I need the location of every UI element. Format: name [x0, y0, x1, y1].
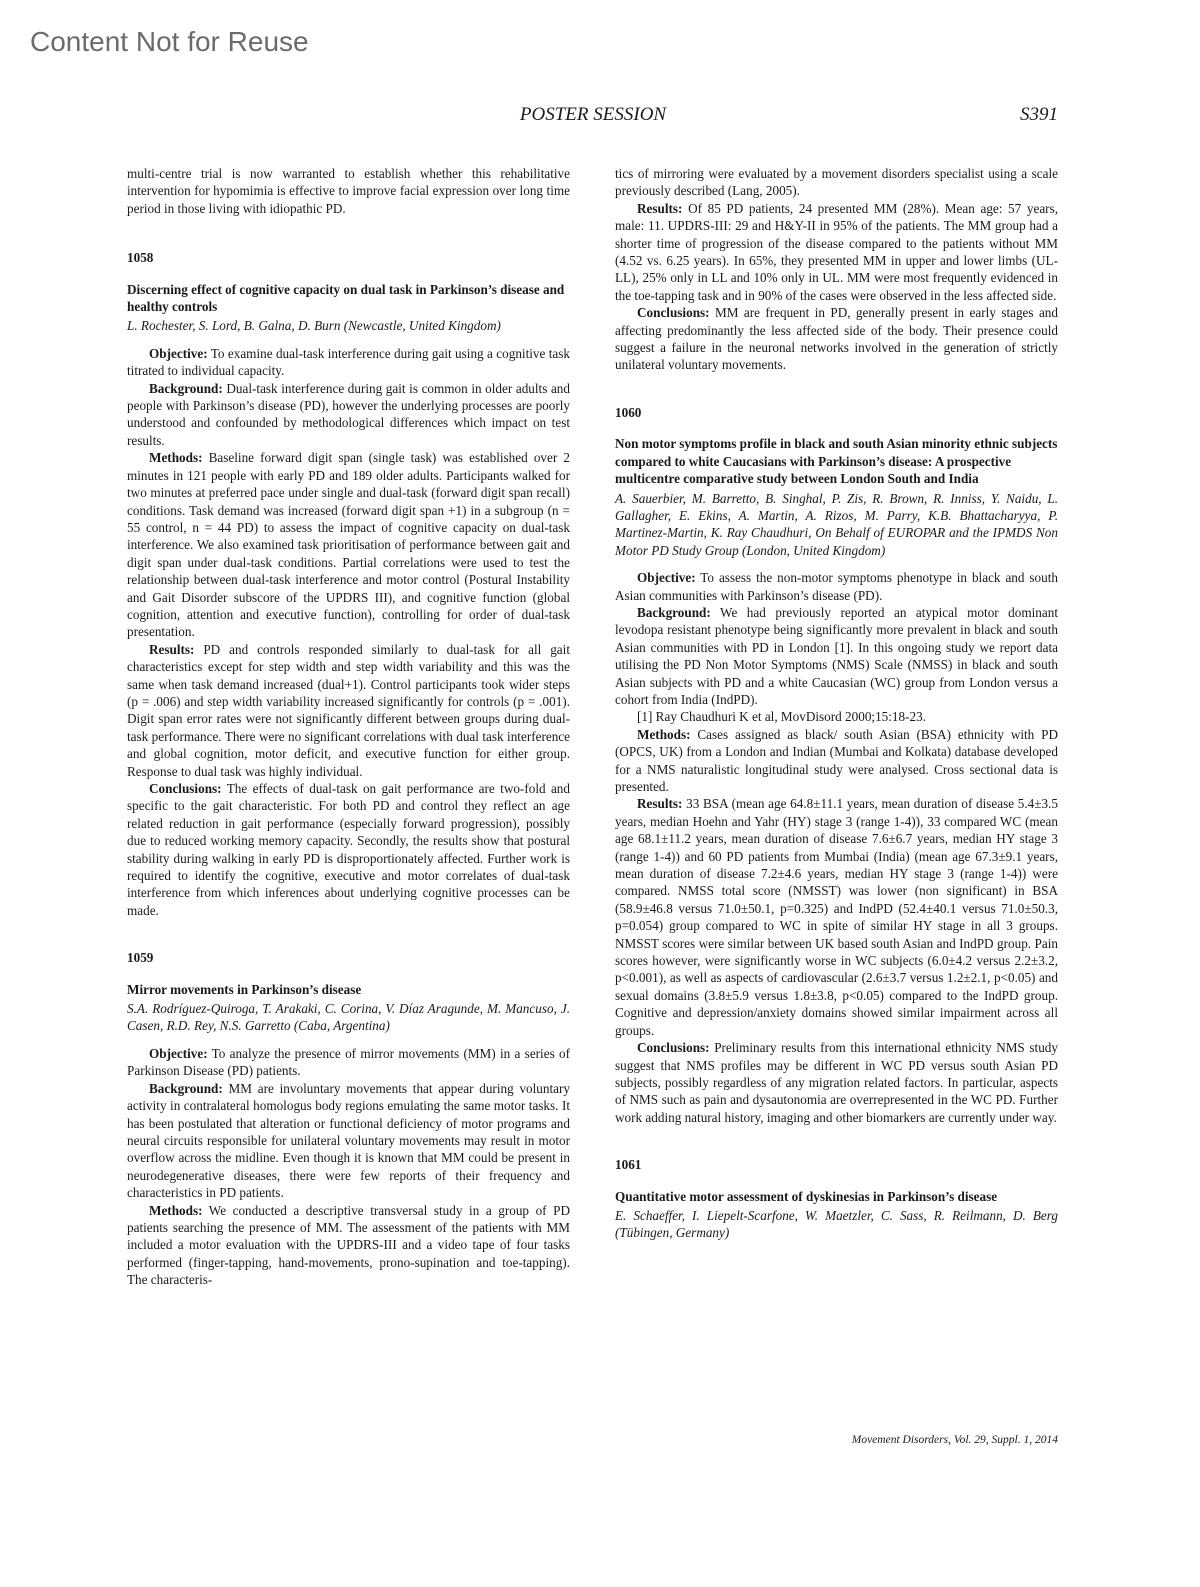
background-paragraph [127, 1080, 570, 1202]
background-paragraph [127, 380, 570, 450]
page-number: S391 [1020, 104, 1058, 125]
conclusions-text: The effects of dual-task on gait performance are two-fold and specific to the gait characteristic. For both PD and control they reflect an age related reduction in gait performance (especially forward progression), possibly due to reduced working memory capacity. Secondly, the results show that postural stability during walking in early PD is disproportionately affected. Further work is required to identify the cognitive, executive and motor correlates of dual-task interference from which inferences about underlying cognitive processes can be made. [127, 781, 570, 918]
abstract-1061 [615, 1156, 1058, 1242]
abstract-number: 1058 [127, 250, 154, 266]
continuation-text: multi-centre trial is now warranted to establish whether this rehabilitative intervention for hypomimia is effective to improve facial expression over long time period in those living with idiopathic PD. [127, 166, 570, 216]
objective-label: Objective: [637, 570, 696, 586]
continuation-text: tics of mirroring were evaluated by a movement disorders specialist using a scale previously described (Lang, 2005). [615, 166, 1058, 199]
section-title: POSTER SESSION [519, 104, 667, 125]
abstract-1059 [127, 949, 570, 1288]
methods-text: Cases assigned as black/ south Asian (BSA) ethnicity with PD (OPCS, UK) from a London and Indian (Mumbai and Kolkata) database developed for a NMS naturalistic longitudinal study were analysed. Cross sectional data is presented. [615, 726, 1058, 794]
abstract-title: Discerning effect of cognitive capacity on dual task in Parkinson’s disease and healthy controls [127, 281, 565, 315]
methods-text: We conducted a descriptive transversal study in a group of PD patients searching the presence of MM. The assessment of the patients with MM included a motor evaluation with the UPDRS-III and a video tape of four tasks performed (finger-tapping, hand-movements, prono-supination and toe-tapping). The characteris- [127, 1202, 570, 1288]
background-label: Background: [149, 380, 223, 396]
methods-paragraph [615, 726, 1058, 796]
results-paragraph [615, 795, 1058, 1039]
results-text: 33 BSA (mean age 64.8±11.1 years, mean duration of disease 5.4±3.5 years, median Hoehn and Yahr (HY) stage 3 (range 1-4)), 33 compared WC (mean age 68.1±11.2 years, mean duration of disease 7.6±6.7 years, median HY stage 3 (range 1-4)) and 60 PD patients from Mumbai (India) (mean age 67.3±9.1 years, mean duration of disease 7.2±4.6 years, median HY stage 3 (range 1-4)) were compared. NMSS total score (NMSST) was lower (non significant) in BSA (58.9±46.8 versus 71.0±50.1, p=0.325) and IndPD (52.4±40.1 versus 71.0±50.3, p=0.054) group compared to WC in spite of similar HY stage in all 3 groups. NMSST scores were similar between UK based south Asian and IndPD group. Pain scores however, were significantly worse in WC subjects (6.0±4.2 versus 2.2±3.2, p<0.001), as well as aspects of cardiovascular (2.6±3.7 versus 1.2±2.1, p<0.05) and sexual domains (3.8±5.9 versus 1.8±3.8, p<0.05) compared to the IndPD group. Cognitive and depression/anxiety domains showed similar impairment across all groups. [615, 796, 1058, 1038]
objective-text: To analyze the presence of mirror movements (MM) in a series of Parkinson Disease (PD) patients. [127, 1045, 570, 1079]
objective-label: Objective: [149, 345, 208, 361]
background-text: Dual-task interference during gait is common in older adults and people with Parkinson’s disease (PD), however the underlying processes are poorly understood and confounded by methodological differences which impact on test results. [127, 380, 570, 448]
background-label: Background: [637, 604, 711, 620]
results-label: Results: [637, 200, 683, 216]
objective-paragraph [127, 1045, 570, 1080]
results-text: PD and controls responded similarly to dual-task for all gait characteristics except for step width and step width variability and this was the same when task demand increased (dual+1). Control participants took wider steps (p = .006) and step width variability increased significantly for controls (p = .001). Digit span error rates were not significantly different between groups during dual-task performance. There were no significant correlations with dual task interference and global cognition, motor deficit, and executive function for either group. Response to dual task was highly individual. [127, 641, 570, 779]
conclusions-label: Conclusions: [637, 305, 710, 321]
objective-paragraph [127, 345, 570, 380]
journal-footer: Movement Disorders, Vol. 29, Suppl. 1, 2014 [851, 1434, 1058, 1446]
conclusions-label: Conclusions: [637, 1040, 710, 1056]
objective-paragraph [615, 569, 1058, 604]
background-label: Background: [149, 1080, 223, 1096]
left-column [127, 165, 570, 1289]
methods-text: Baseline forward digit span (single task) was established over 2 minutes in 121 people with early PD and 189 older adults. Participants walked for two minutes at preferred pace under single and dual-task (forward digit span recall) conditions. Task demand was increased (forward digit span +1) in a subgroup (n = 55 control, n = 44 PD) to assess the impact of cognitive capacity on dual-task interference. We also examined task prioritisation of performance between gait and digit span under dual-task conditions. Partial correlations were used to test the relationship between dual-task interference and motor control (Postural Instability and Gait Disorder subscore of the UPDRS III), and cognitive function (global cognition, attention and executive function), controlling for order of dual-task presentation. [127, 450, 570, 640]
abstract-authors: E. Schaeffer, I. Liepelt-Scarfone, W. Maetzler, C. Sass, R. Reilmann, D. Berg (Tübingen, Germany) [615, 1207, 1058, 1241]
results-paragraph [615, 200, 1058, 304]
abstract-authors: S.A. Rodríguez-Quiroga, T. Arakaki, C. Corina, V. Díaz Aragunde, M. Mancuso, J. Casen, R.D. Rey, N.S. Garretto (Caba, Argentina) [127, 1001, 570, 1034]
abstract-authors: L. Rochester, S. Lord, B. Galna, D. Burn (Newcastle, United Kingdom) [127, 318, 501, 334]
abstract-title: Non motor symptoms profile in black and south Asian minority ethnic subjects compared to white Caucasians with Parkinson’s disease: A prospective multicentre comparative study between London South and India [615, 436, 1058, 487]
conclusions-label: Conclusions: [149, 781, 222, 796]
abstract-1060 [615, 404, 1058, 1126]
results-paragraph [127, 641, 570, 780]
methods-label: Methods: [149, 450, 203, 466]
conclusions-paragraph [127, 780, 570, 919]
conclusions-text: MM are frequent in PD, generally present in early stages and affecting predominantly the less affected side of the body. Their presence could suggest a failure in the neuronal networks involved in the generation of strictly unilateral voluntary movements. [615, 305, 1058, 373]
abstract-1058 [127, 249, 570, 919]
objective-text: To examine dual-task interference during gait using a cognitive task titrated to individual capacity. [127, 345, 570, 379]
methods-label: Methods: [149, 1202, 203, 1218]
objective-text: To assess the non-motor symptoms phenotype in black and south Asian communities with Parkinson’s disease (PD). [615, 570, 1058, 603]
methods-paragraph [127, 1202, 570, 1289]
conclusions-paragraph [615, 1039, 1058, 1126]
abstract-number: 1061 [615, 1157, 642, 1173]
results-label: Results: [637, 796, 683, 812]
abstract-title: Quantitative motor assessment of dyskinesias in Parkinson’s disease [615, 1188, 998, 1204]
background-text: MM are involuntary movements that appear during voluntary activity in contralateral homologus body regions emulating the same motor tasks. It has been postulated that alteration or functional deficiency of motor programs and neural circuits responsible for unilateral voluntary movements may result in motor overflow across the midline. Even though it is known that MM could be present in neurodegenerative diseases, there were few reports of their frequency and characteristics in PD patients. [127, 1080, 570, 1201]
abstract-authors: A. Sauerbier, M. Barretto, B. Singhal, P. Zis, R. Brown, R. Inniss, Y. Naidu, L. Gallagher, E. Ekins, A. Martin, A. Rizos, M. Parry, K.B. Bhattacharyya, P. Martinez-Martin, K. Ray Chaudhuri, On Behalf of EUROPAR and the IPMDS Non Motor PD Study Group (London, United Kingdom) [615, 490, 1058, 558]
results-label: Results: [149, 641, 195, 657]
abstract-number: 1059 [127, 950, 154, 966]
methods-paragraph [127, 449, 570, 640]
results-text: Of 85 PD patients, 24 presented MM (28%). Mean age: 57 years, male: 11. UPDRS-III: 29 and H&Y-II in 95% of the patients. The MM group had a shorter time of progression of the disease compared to the patients without MM (4.52 vs. 6.25 years). In 65%, they presented MM in upper and lower limbs (UL-LL), 25% only in LL and 10% only in UL. MM were most frequently evidenced in the toe-tapping task and in 90% of the cases were observed in the less affected side. [615, 200, 1058, 303]
background-paragraph [615, 604, 1058, 708]
reference-paragraph: [1] Ray Chaudhuri K et al, MovDisord 2000;15:18-23. [637, 709, 926, 725]
methods-label: Methods: [637, 726, 691, 742]
conclusions-text: Preliminary results from this international ethnicity NMS study suggest that NMS profiles may be different in WC PD versus south Asian PD subjects, possibly regardless of any migration related factors. In particular, aspects of NMS such as pain and dysautonomia are overrepresented in the WC PD. Further work adding natural history, imaging and other biomarkers are currently under way. [615, 1040, 1058, 1125]
running-head [128, 104, 1058, 134]
conclusions-paragraph [615, 304, 1058, 374]
objective-label: Objective: [149, 1045, 208, 1061]
right-column [615, 165, 1058, 1252]
abstract-title: Mirror movements in Parkinson’s disease [127, 981, 362, 997]
watermark: Content Not for Reuse [30, 26, 309, 57]
background-text: We had previously reported an atypical motor dominant levodopa resistant phenotype being significantly more prevalent in black and south Asian communities with PD in London [1]. In this ongoing study we report data utilising the PD Non Motor Symptoms (NMS) Scale (NMSS) in black and south Asian subjects with PD and a white Caucasian (WC) group from London versus a cohort from India (IndPD). [615, 604, 1058, 707]
abstract-number: 1060 [615, 404, 642, 420]
